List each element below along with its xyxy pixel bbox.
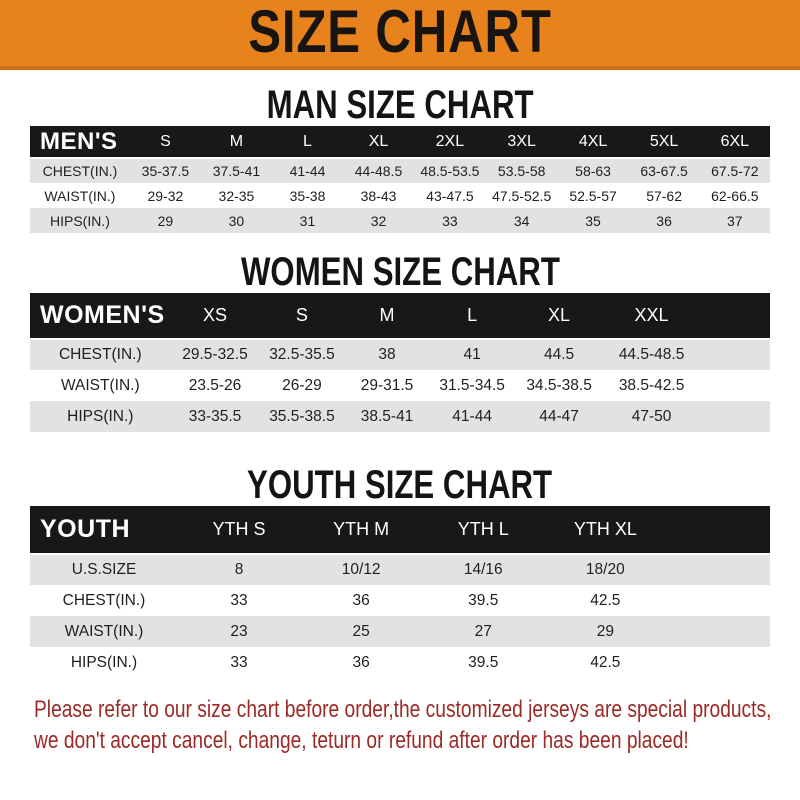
- table-cell: 44.5: [543, 346, 575, 363]
- table-cell: 34: [513, 212, 530, 229]
- order-notice: [0, 694, 800, 756]
- table-cell: 33: [442, 212, 458, 229]
- filler-cell: [666, 616, 770, 647]
- table-cell: 36: [352, 653, 370, 671]
- table-cell: 37.5-41: [212, 163, 261, 179]
- women-section-title-text: WOMEN SIZE CHART: [240, 250, 560, 294]
- table-cell: 37: [727, 212, 743, 229]
- filler-cell: [700, 401, 770, 432]
- table-cell: 33: [230, 591, 248, 609]
- table-cell: 57-62: [646, 187, 682, 204]
- table-cell: 32: [370, 212, 387, 229]
- table-cell: 29-31.5: [360, 376, 414, 394]
- youth-hips-row: [30, 647, 770, 678]
- row-label: U.S.SIZE: [71, 561, 137, 578]
- order-notice-line1: Please refer to our size chart before order,the customized jerseys are special products,: [34, 696, 772, 723]
- column-header: XS: [202, 305, 227, 325]
- table-cell: 41-44: [452, 407, 492, 425]
- table-cell: 18/20: [585, 561, 625, 578]
- youth-size-table: [30, 506, 770, 678]
- women-hips-row: [30, 401, 770, 432]
- table-cell: 43-47.5: [426, 187, 474, 204]
- table-cell: 52.5-57: [569, 187, 617, 204]
- column-header: 2XL: [435, 132, 465, 150]
- table-cell: 58-63: [575, 163, 611, 179]
- row-label: CHEST(IN.): [42, 163, 118, 179]
- table-cell: 35: [585, 212, 601, 229]
- filler-cell: [666, 585, 770, 616]
- row-label: HIPS(IN.): [50, 212, 110, 229]
- filler-cell: [700, 339, 770, 370]
- youth-section-title: [0, 464, 800, 506]
- youth-header-row: [30, 506, 770, 554]
- men-waist-row: [30, 183, 770, 208]
- table-cell: 29.5-32.5: [182, 346, 248, 363]
- column-header: YTH L: [457, 519, 509, 539]
- row-label: HIPS(IN.): [67, 407, 134, 425]
- column-header: L: [303, 132, 312, 150]
- table-cell: 31: [299, 212, 316, 229]
- row-label: HIPS(IN.): [70, 653, 138, 671]
- table-cell: 48.5-53.5: [420, 163, 480, 179]
- table-cell: 36: [352, 591, 370, 609]
- column-header: 3XL: [507, 132, 536, 150]
- men-size-table: [30, 126, 770, 233]
- table-cell: 35-37.5: [141, 163, 190, 179]
- women-waist-row: [30, 370, 770, 401]
- table-cell: 44.5-48.5: [618, 346, 685, 363]
- table-cell: 42.5: [590, 653, 621, 671]
- men-header-label: MEN'S: [40, 127, 118, 155]
- women-size-table: [30, 293, 770, 432]
- column-header: M: [229, 132, 244, 150]
- table-cell: 26-29: [282, 376, 322, 394]
- youth-section-title-text: YOUTH SIZE CHART: [247, 463, 553, 507]
- men-header-row: [30, 126, 770, 158]
- table-cell: 32-35: [218, 187, 255, 204]
- banner-title: SIZE CHART: [248, 0, 552, 65]
- column-header: 5XL: [649, 132, 679, 150]
- filler-cell: [666, 554, 770, 585]
- column-header: YTH M: [333, 519, 390, 539]
- column-header: XL: [368, 132, 389, 150]
- table-cell: 10/12: [341, 561, 381, 578]
- table-cell: 62-66.5: [711, 187, 759, 204]
- men-section-title-text: MAN SIZE CHART: [266, 83, 534, 127]
- table-cell: 44-48.5: [354, 163, 403, 179]
- men-section-title: [0, 84, 800, 126]
- table-cell: 41: [463, 346, 481, 363]
- table-cell: 31.5-34.5: [439, 376, 505, 394]
- table-cell: 67.5-72: [711, 163, 759, 179]
- table-cell: 39.5: [468, 653, 499, 671]
- women-section-title: [0, 251, 800, 293]
- table-cell: 38.5-42.5: [618, 376, 685, 394]
- row-label: CHEST(IN.): [62, 591, 146, 609]
- column-header: XL: [548, 305, 571, 325]
- table-cell: 35-38: [289, 187, 326, 204]
- table-cell: 29: [596, 622, 614, 640]
- youth-ussize-row: [30, 554, 770, 585]
- table-cell: 39.5: [468, 591, 499, 609]
- table-cell: 30: [228, 212, 245, 229]
- table-cell: 29: [157, 212, 174, 229]
- table-cell: 36: [656, 212, 672, 229]
- table-cell: 33: [230, 653, 248, 671]
- filler-cell: [666, 647, 770, 678]
- column-header: S: [295, 305, 308, 325]
- table-cell: 44-47: [539, 407, 579, 425]
- row-label: WAIST(IN.): [44, 187, 116, 204]
- table-cell: 14/16: [463, 561, 503, 578]
- size-chart-banner: [0, 0, 800, 70]
- women-header-label: WOMEN'S: [40, 301, 165, 329]
- table-cell: 23.5-26: [188, 376, 242, 394]
- table-cell: 32.5-35.5: [269, 346, 335, 363]
- table-cell: 27: [474, 622, 492, 640]
- table-cell: 38: [378, 346, 396, 363]
- column-header: 6XL: [720, 132, 750, 150]
- column-header: 4XL: [578, 132, 608, 150]
- women-chest-row: [30, 339, 770, 370]
- table-cell: 41-44: [289, 163, 326, 179]
- column-header: S: [160, 132, 171, 150]
- table-cell: 35.5-38.5: [269, 407, 335, 425]
- table-cell: 29-32: [147, 187, 184, 204]
- row-label: WAIST(IN.): [64, 622, 144, 640]
- column-header: XXL: [634, 305, 669, 325]
- women-header-row: [30, 293, 770, 339]
- youth-header-label: YOUTH: [40, 515, 130, 543]
- table-cell: 47-50: [631, 407, 672, 425]
- men-chest-row: [30, 158, 770, 183]
- column-header: M: [379, 305, 395, 325]
- row-label: WAIST(IN.): [60, 376, 140, 394]
- filler-cell: [700, 370, 770, 401]
- order-notice-line2: we don't accept cancel, change, teturn or refund after order has been placed!: [34, 727, 689, 754]
- table-cell: 38.5-41: [360, 407, 414, 425]
- filler-cell: [700, 293, 770, 339]
- column-header: YTH S: [212, 519, 266, 539]
- table-cell: 33-35.5: [188, 407, 242, 425]
- table-cell: 53.5-58: [497, 163, 546, 179]
- table-cell: 47.5-52.5: [492, 187, 552, 204]
- column-header: L: [467, 305, 478, 325]
- table-cell: 8: [234, 561, 244, 578]
- filler-cell: [666, 506, 770, 554]
- column-header: YTH XL: [573, 519, 637, 539]
- row-label: CHEST(IN.): [58, 346, 142, 363]
- table-cell: 25: [352, 622, 370, 640]
- table-cell: 34.5-38.5: [526, 376, 592, 394]
- table-cell: 38-43: [360, 187, 397, 204]
- table-cell: 42.5: [590, 591, 621, 609]
- table-cell: 23: [230, 622, 248, 640]
- youth-chest-row: [30, 585, 770, 616]
- table-cell: 63-67.5: [640, 163, 688, 179]
- men-hips-row: [30, 208, 770, 233]
- youth-waist-row: [30, 616, 770, 647]
